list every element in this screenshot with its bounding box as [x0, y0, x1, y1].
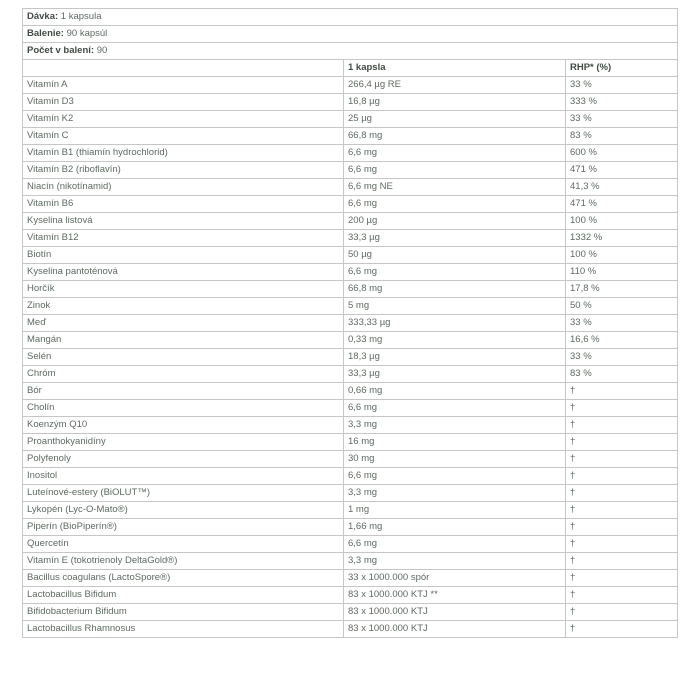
nutrient-name-cell: Zinok	[23, 298, 344, 315]
rhp-cell: 41,3 %	[566, 179, 678, 196]
table-row	[23, 400, 678, 417]
table-row	[23, 434, 678, 451]
rhp-cell: 600 %	[566, 145, 678, 162]
amount-cell: 83 x 1000.000 KTJ	[344, 621, 566, 638]
table-body	[23, 77, 678, 638]
nutrient-name-cell: Niacín (nikotínamid)	[23, 179, 344, 196]
rhp-cell: 333 %	[566, 94, 678, 111]
rhp-cell: 33 %	[566, 77, 678, 94]
rhp-cell: 16,6 %	[566, 332, 678, 349]
table-row	[23, 230, 678, 247]
nutrient-name-cell: Biotín	[23, 247, 344, 264]
table-row	[23, 111, 678, 128]
rhp-cell: †	[566, 434, 678, 451]
table-row	[23, 519, 678, 536]
nutrient-name-cell: Lactobacillus Rhamnosus	[23, 621, 344, 638]
rhp-cell: †	[566, 417, 678, 434]
rhp-cell: †	[566, 604, 678, 621]
amount-cell: 333,33 µg	[344, 315, 566, 332]
amount-cell: 6,6 mg	[344, 400, 566, 417]
count-cell	[23, 43, 678, 60]
nutrient-name-cell: Inositol	[23, 468, 344, 485]
table-row	[23, 315, 678, 332]
rhp-cell: 471 %	[566, 196, 678, 213]
rhp-cell: 33 %	[566, 315, 678, 332]
rhp-cell: †	[566, 519, 678, 536]
nutrient-name-cell: Vitamín B2 (riboflavín)	[23, 162, 344, 179]
table-row	[23, 553, 678, 570]
amount-cell: 30 mg	[344, 451, 566, 468]
nutrient-name-cell: Selén	[23, 349, 344, 366]
rhp-cell: †	[566, 400, 678, 417]
table-row	[23, 485, 678, 502]
amount-cell: 3,3 mg	[344, 485, 566, 502]
table-row	[23, 417, 678, 434]
nutrient-name-cell: Chróm	[23, 366, 344, 383]
nutrient-name-cell: Kyselina pantoténová	[23, 264, 344, 281]
amount-cell: 6,6 mg	[344, 468, 566, 485]
table-row	[23, 196, 678, 213]
amount-cell: 16 mg	[344, 434, 566, 451]
amount-cell: 83 x 1000.000 KTJ	[344, 604, 566, 621]
table-row	[23, 332, 678, 349]
rhp-cell: 100 %	[566, 213, 678, 230]
table-row	[23, 468, 678, 485]
nutrient-name-cell: Bacillus coagulans (LactoSpore®)	[23, 570, 344, 587]
table-row	[23, 128, 678, 145]
nutrient-name-cell: Cholín	[23, 400, 344, 417]
rhp-cell: †	[566, 451, 678, 468]
amount-cell: 50 µg	[344, 247, 566, 264]
rhp-cell: †	[566, 468, 678, 485]
amount-cell: 66,8 mg	[344, 281, 566, 298]
rhp-cell: 50 %	[566, 298, 678, 315]
dose-label: Dávka:	[27, 11, 59, 22]
supplement-facts-page	[22, 8, 678, 638]
header-empty-cell	[23, 60, 344, 77]
amount-cell: 266,4 µg RE	[344, 77, 566, 94]
dose-row	[23, 9, 678, 26]
amount-cell: 6,6 mg NE	[344, 179, 566, 196]
amount-cell: 1,66 mg	[344, 519, 566, 536]
nutrient-name-cell: Polyfenoly	[23, 451, 344, 468]
package-label: Balenie:	[27, 28, 64, 39]
table-row	[23, 383, 678, 400]
nutrient-name-cell: Koenzým Q10	[23, 417, 344, 434]
nutrient-name-cell: Vitamín A	[23, 77, 344, 94]
amount-cell: 6,6 mg	[344, 264, 566, 281]
table-row	[23, 451, 678, 468]
rhp-cell: 83 %	[566, 128, 678, 145]
amount-cell: 3,3 mg	[344, 417, 566, 434]
table-row	[23, 281, 678, 298]
header-amount-cell: 1 kapsla	[344, 60, 566, 77]
rhp-cell: 17,8 %	[566, 281, 678, 298]
amount-cell: 66,8 mg	[344, 128, 566, 145]
nutrient-name-cell: Lactobacillus Bifidum	[23, 587, 344, 604]
rhp-cell: 33 %	[566, 111, 678, 128]
amount-cell: 0,66 mg	[344, 383, 566, 400]
table-row	[23, 179, 678, 196]
amount-cell: 6,6 mg	[344, 536, 566, 553]
dose-cell	[23, 9, 678, 26]
rhp-cell: †	[566, 485, 678, 502]
amount-cell: 33,3 µg	[344, 230, 566, 247]
table-row	[23, 570, 678, 587]
table-row	[23, 366, 678, 383]
header-row	[23, 60, 678, 77]
nutrient-name-cell: Vitamín D3	[23, 94, 344, 111]
nutrient-name-cell: Kyselina listová	[23, 213, 344, 230]
table-row	[23, 162, 678, 179]
nutrient-name-cell: Piperín (BioPiperín®)	[23, 519, 344, 536]
count-value: 90	[94, 45, 108, 56]
table-row	[23, 247, 678, 264]
amount-cell: 25 µg	[344, 111, 566, 128]
amount-cell: 16,8 µg	[344, 94, 566, 111]
rhp-cell: †	[566, 553, 678, 570]
table-row	[23, 94, 678, 111]
nutrient-name-cell: Bór	[23, 383, 344, 400]
table-row	[23, 604, 678, 621]
nutrient-name-cell: Vitamín C	[23, 128, 344, 145]
count-row	[23, 43, 678, 60]
amount-cell: 1 mg	[344, 502, 566, 519]
rhp-cell: 100 %	[566, 247, 678, 264]
table-row	[23, 298, 678, 315]
amount-cell: 3,3 mg	[344, 553, 566, 570]
amount-cell: 18,3 µg	[344, 349, 566, 366]
nutrient-name-cell: Proanthokyanidíny	[23, 434, 344, 451]
rhp-cell: †	[566, 587, 678, 604]
nutrient-name-cell: Meď	[23, 315, 344, 332]
table-row	[23, 145, 678, 162]
rhp-cell: †	[566, 502, 678, 519]
rhp-cell: 83 %	[566, 366, 678, 383]
table-row	[23, 621, 678, 638]
nutrient-name-cell: Vitamín B1 (thiamín hydrochlorid)	[23, 145, 344, 162]
count-label: Počet v balení:	[27, 45, 95, 56]
table-row	[23, 536, 678, 553]
rhp-cell: 33 %	[566, 349, 678, 366]
package-cell	[23, 26, 678, 43]
package-row	[23, 26, 678, 43]
dose-value: 1 kapsula	[58, 11, 102, 22]
amount-cell: 33,3 µg	[344, 366, 566, 383]
header-rhp-cell: RHP* (%)	[566, 60, 678, 77]
nutrient-name-cell: Lykopén (Lyc-O-Mato®)	[23, 502, 344, 519]
rhp-cell: 471 %	[566, 162, 678, 179]
amount-cell: 200 µg	[344, 213, 566, 230]
package-value: 90 kapsúl	[63, 28, 108, 39]
amount-cell: 33 x 1000.000 spór	[344, 570, 566, 587]
supplement-facts-table	[22, 8, 678, 638]
rhp-cell: †	[566, 621, 678, 638]
nutrient-name-cell: Mangán	[23, 332, 344, 349]
nutrient-name-cell: Vitamín E (tokotrienoly DeltaGold®)	[23, 553, 344, 570]
table-row	[23, 213, 678, 230]
nutrient-name-cell: Vitamín B12	[23, 230, 344, 247]
rhp-cell: †	[566, 383, 678, 400]
amount-cell: 0,33 mg	[344, 332, 566, 349]
amount-cell: 6,6 mg	[344, 162, 566, 179]
rhp-cell: 1332 %	[566, 230, 678, 247]
amount-cell: 5 mg	[344, 298, 566, 315]
table-row	[23, 349, 678, 366]
table-row	[23, 587, 678, 604]
table-row	[23, 264, 678, 281]
rhp-cell: †	[566, 570, 678, 587]
nutrient-name-cell: Horčík	[23, 281, 344, 298]
table-row	[23, 502, 678, 519]
nutrient-name-cell: Vitamín B6	[23, 196, 344, 213]
table-row	[23, 77, 678, 94]
amount-cell: 6,6 mg	[344, 196, 566, 213]
rhp-cell: †	[566, 536, 678, 553]
nutrient-name-cell: Bifidobacterium Bifidum	[23, 604, 344, 621]
nutrient-name-cell: Quercetín	[23, 536, 344, 553]
amount-cell: 83 x 1000.000 KTJ **	[344, 587, 566, 604]
rhp-cell: 110 %	[566, 264, 678, 281]
amount-cell: 6,6 mg	[344, 145, 566, 162]
nutrient-name-cell: Vitamín K2	[23, 111, 344, 128]
nutrient-name-cell: Luteínové-estery (BiOLUT™)	[23, 485, 344, 502]
